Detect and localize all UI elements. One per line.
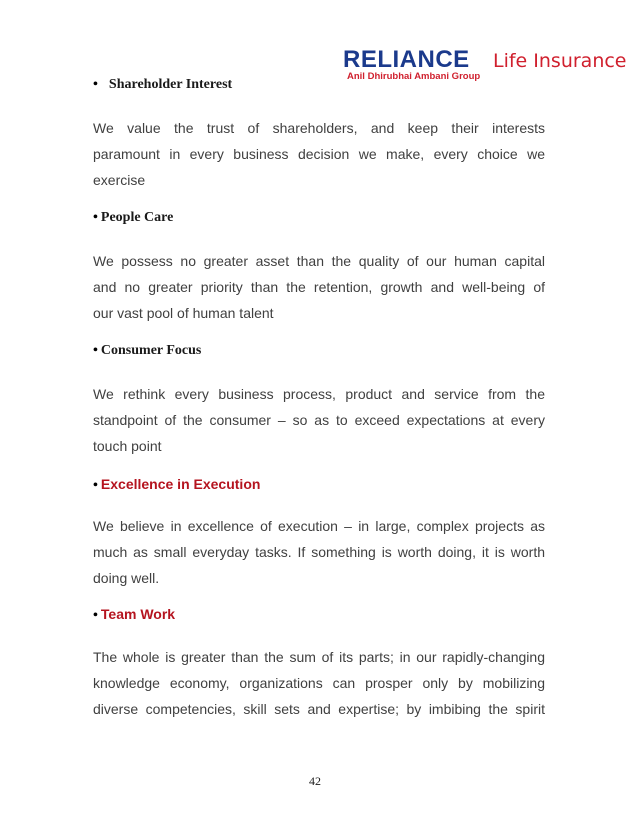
paragraph-line: exercise	[93, 172, 146, 188]
page-number: 42	[309, 774, 321, 788]
paragraph-line: We believe in excellence of execution – in large, complex projects as	[93, 518, 545, 534]
heading-label: Shareholder Interest	[108, 77, 233, 92]
bullet: •	[93, 608, 98, 623]
paragraph-line: and no greater priority than the retention, growth and well-being of	[93, 279, 545, 295]
paragraph-consumer-focus	[93, 381, 545, 459]
logo-group-tagline: Anil Dhirubhai Ambani Group	[347, 71, 481, 82]
heading-consumer-focus	[93, 342, 201, 360]
paragraph-line: knowledge economy, organizations can prosper only by mobilizing	[93, 675, 545, 691]
paragraph-line: We possess no greater asset than the quality of our human capital	[93, 253, 545, 269]
bullet: •	[93, 478, 98, 493]
bullet: •	[93, 343, 98, 358]
paragraph-line: paramount in every business decision we make, every choice we	[93, 146, 545, 162]
paragraph-line: We rethink every business process, product and service from the	[93, 386, 545, 402]
logo-brand: RELIANCE	[343, 46, 470, 73]
bullet: •	[93, 77, 98, 92]
paragraph-line: touch point	[93, 438, 162, 454]
bullet: •	[93, 210, 98, 225]
heading-label: People Care	[100, 210, 174, 225]
paragraph-line: The whole is greater than the sum of its parts; in our rapidly-changing	[93, 649, 545, 665]
paragraph-line: our vast pool of human talent	[93, 305, 274, 321]
logo-product: Life Insurance	[493, 50, 627, 72]
paragraph-people-care	[93, 248, 545, 326]
paragraph-shareholder-interest	[93, 115, 545, 193]
paragraph-excellence-in-execution	[93, 513, 545, 591]
paragraph-line: much as small everyday tasks. If something is worth doing, it is worth	[93, 544, 545, 560]
paragraph-line: diverse competencies, skill sets and expertise; by imbibing the spirit	[93, 701, 545, 717]
heading-label: Consumer Focus	[100, 343, 202, 358]
heading-team-work	[93, 605, 175, 625]
paragraph-line: doing well.	[93, 570, 160, 586]
paragraph-line: standpoint of the consumer – so as to exceed expectations at every	[93, 412, 545, 428]
heading-excellence-in-execution	[93, 475, 260, 495]
paragraph-line: We value the trust of shareholders, and keep their interests	[93, 120, 545, 136]
heading-shareholder-interest	[93, 76, 232, 94]
reliance-logo	[343, 46, 627, 83]
heading-label: Excellence in Execution	[100, 476, 261, 492]
paragraph-team-work	[93, 644, 545, 722]
heading-label: Team Work	[100, 606, 176, 622]
heading-people-care	[93, 209, 173, 227]
